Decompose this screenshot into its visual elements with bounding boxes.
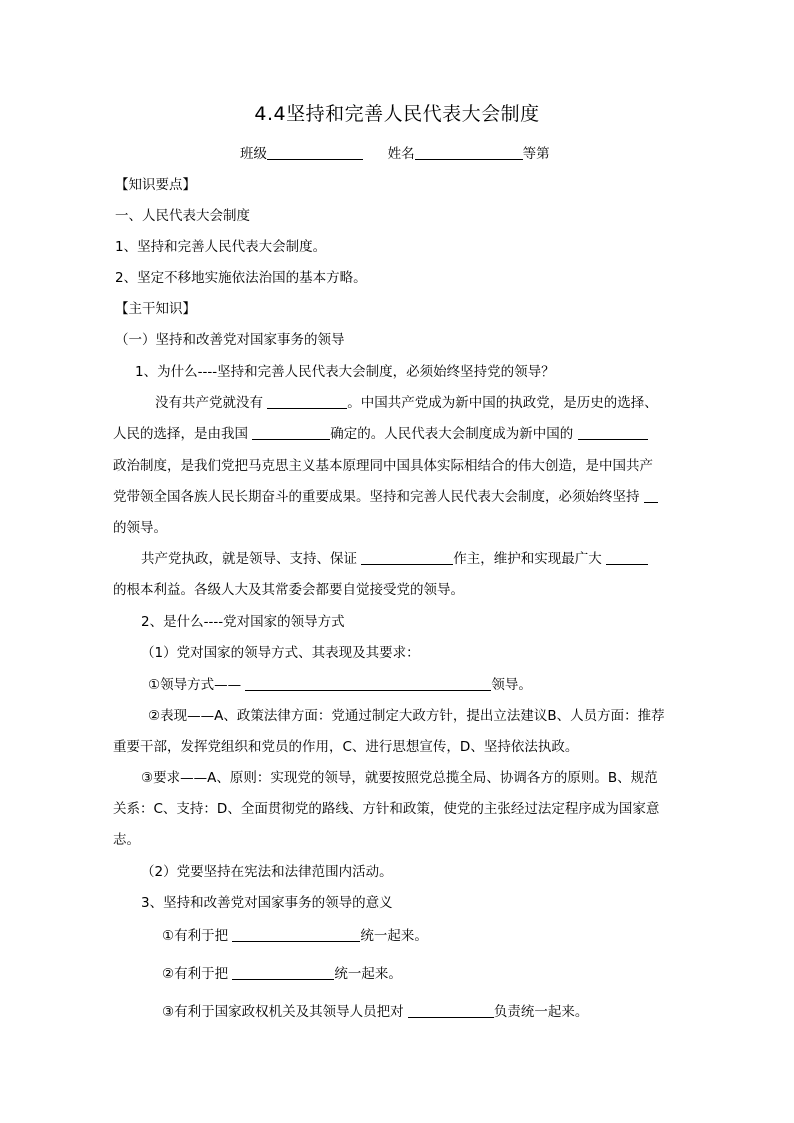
performance-line2: 重要干部，发挥党组织和党员的作用，C、进行思想宣传，D、坚持依法执政。: [113, 739, 579, 755]
blank-2[interactable]: [252, 425, 330, 440]
blank-10[interactable]: [408, 1003, 494, 1018]
blank-8[interactable]: [232, 927, 360, 942]
requirement-line3: 志。: [113, 832, 140, 848]
grade-label: 等第: [522, 146, 550, 162]
requirement-line1: ③要求——A、原则：实现党的领导，就要按照党总揽全局、协调各方的原则。B、规范: [141, 770, 658, 786]
requirement-line2: 关系：C、支持：D、全面贯彻党的路线、方针和政策，使党的主张经过法定程序成为国家意: [113, 801, 660, 817]
leadership-mode: ①领导方式—— 领导。: [148, 677, 532, 693]
blank-5[interactable]: [361, 550, 453, 565]
question-3: 3、坚持和改善党对国家事务的领导的意义: [141, 895, 393, 911]
class-blank[interactable]: [267, 145, 363, 160]
question-2: 2、是什么----党对国家的领导方式: [141, 614, 345, 630]
para2-line1: 共产党执政，就是领导、支持、保证 作主，维护和实现最广大: [141, 549, 648, 569]
significance-1: ①有利于把 统一起来。: [162, 928, 428, 944]
header-row: [240, 144, 550, 164]
knowledge-points-heading: 【知识要点】: [115, 177, 196, 193]
main-knowledge-heading: 【主干知识】: [115, 301, 196, 317]
para2-line2: 的根本利益。各级人大及其常委会都要自觉接受党的领导。: [113, 582, 464, 598]
question-2-1: （1）党对国家的领导方式、其表现及其要求：: [141, 645, 420, 661]
name-blank[interactable]: [415, 145, 523, 160]
para1-line1: 没有共产党就没有 。中国共产党成为新中国的执政党，是历史的选择、: [155, 395, 658, 411]
system-heading: 一、人民代表大会制度: [115, 208, 250, 224]
knowledge-point-2: 2、坚定不移地实施依法治国的基本方略。: [115, 270, 367, 286]
para1-line5: 的领导。: [113, 520, 167, 536]
para1-line2: 人民的选择，是由我国 确定的。人民代表大会制度成为新中国的: [113, 424, 648, 444]
blank-1[interactable]: [267, 394, 347, 409]
para1-line3: 政治制度，是我们党把马克思主义基本原理同中国具体实际相结合的伟大创造，是中国共产: [113, 458, 653, 474]
blank-3[interactable]: [578, 425, 648, 440]
blank-4[interactable]: [644, 488, 658, 503]
part1-heading: （一）坚持和改善党对国家事务的领导: [115, 332, 345, 348]
question-1: 1、为什么----坚持和完善人民代表大会制度，必须始终坚持党的领导？: [135, 364, 555, 380]
page-title: 4.4坚持和完善人民代表大会制度: [254, 103, 540, 125]
para1-line4: 党带领全国各族人民长期奋斗的重要成果。坚持和完善人民代表大会制度，必须始终坚持: [113, 487, 658, 507]
class-label: 班级: [240, 146, 267, 162]
name-label: 姓名: [387, 146, 415, 162]
question-2-2: （2）党要坚持在宪法和法律范围内活动。: [141, 864, 393, 880]
significance-3: ③有利于国家政权机关及其领导人员把对 负责统一起来。: [162, 1004, 589, 1020]
blank-9[interactable]: [232, 965, 334, 980]
knowledge-point-1: 1、坚持和完善人民代表大会制度。: [115, 239, 327, 255]
significance-2: ②有利于把 统一起来。: [162, 966, 402, 982]
performance-line1: ②表现——A、政策法律方面：党通过制定大政方针，提出立法建议B、人员方面：推荐: [148, 708, 665, 724]
blank-7[interactable]: [245, 676, 491, 691]
blank-6[interactable]: [606, 550, 648, 565]
